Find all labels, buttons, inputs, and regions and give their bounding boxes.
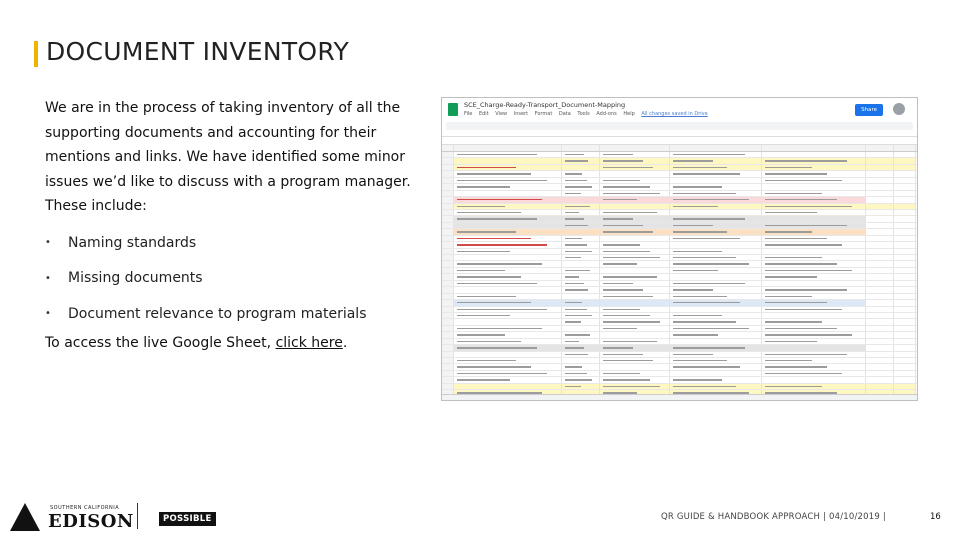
issues-list (45, 225, 366, 332)
bullet-icon: • (45, 237, 51, 249)
sheet-tabs-bar (442, 394, 917, 400)
menu-item: Format (534, 111, 553, 117)
access-sentence: To access the live Google Sheet, click here. (45, 335, 348, 351)
menu-item: Help (623, 111, 635, 117)
list-item: • Document relevance to program materials (45, 305, 367, 322)
edison-logo: SOUTHERN CALIFORNIA EDISON (10, 500, 130, 534)
sheet-menu-bar (464, 111, 713, 117)
list-item: • Missing documents (45, 270, 203, 287)
formula-bar (442, 137, 917, 145)
bullet-icon: • (45, 308, 51, 320)
menu-item: Add-ons (596, 111, 617, 117)
live-sheet-link[interactable]: click here (275, 335, 343, 351)
intro-paragraph: We are in the process of taking inventory of all the supporting documents and accounting for their mentions and links. We have identified some minor issues we’d like to discuss with a program manager. These include: (45, 100, 411, 214)
footer-caption: QR GUIDE & HANDBOOK APPROACH | 04/10/2019 | (661, 512, 886, 522)
spreadsheet-screenshot (441, 97, 918, 401)
saved-note: All changes saved in Drive (641, 111, 708, 117)
edison-logo-mark-icon (10, 503, 40, 531)
menu-item: Tools (577, 111, 590, 117)
page-title: DOCUMENT INVENTORY (46, 37, 350, 66)
footer-divider (137, 503, 138, 529)
page-number: 16 (930, 512, 941, 522)
menu-item: Insert (513, 111, 529, 117)
possible-badge: POSSIBLE (159, 512, 216, 526)
list-item: • Naming standards (45, 234, 197, 251)
menu-item: Data (558, 111, 571, 117)
sheet-grid (442, 145, 917, 401)
sheet-doc-name: SCE_Charge-Ready-Transport_Document-Mapping (464, 101, 626, 109)
share-button: Share (855, 104, 883, 116)
menu-item: File (464, 111, 473, 117)
sheet-toolbar (446, 122, 913, 130)
sheet-column-header (442, 145, 917, 152)
menu-item: View (495, 111, 508, 117)
bullet-icon: • (45, 272, 51, 284)
avatar (893, 103, 905, 115)
title-accent-bar (34, 41, 38, 67)
sheets-icon (448, 103, 458, 116)
menu-item: Edit (478, 111, 489, 117)
sheet-header (442, 98, 917, 137)
